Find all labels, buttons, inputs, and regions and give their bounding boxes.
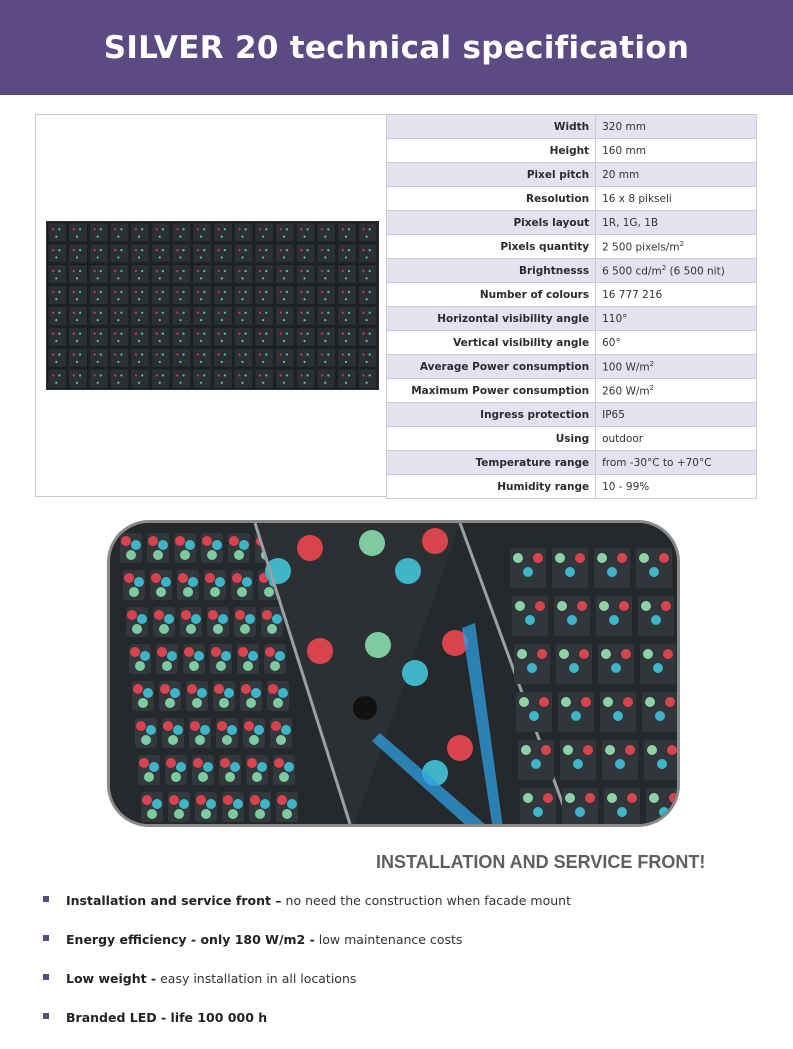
- spec-value: 6 500 $cd/m^2$ (6 500 nit): [596, 259, 757, 283]
- square-bullet-icon: [43, 935, 49, 941]
- feature-item: [43, 1010, 763, 1049]
- spec-row: [387, 163, 757, 187]
- spec-row: [387, 259, 757, 283]
- feature-text: Installation and service front – no need the construction when facade mount: [66, 893, 571, 908]
- spec-label: Temperature range: [387, 451, 596, 475]
- spec-value: 16 x 8 pikseli: [596, 187, 757, 211]
- spec-value: 160 mm: [596, 139, 757, 163]
- spec-value: 110°: [596, 307, 757, 331]
- square-bullet-icon: [43, 896, 49, 902]
- spec-value: from -30°C to +70°C: [596, 451, 757, 475]
- led-closeup-photo: [107, 520, 680, 827]
- spec-label: Pixels layout: [387, 211, 596, 235]
- spec-table: [386, 115, 757, 499]
- page-title: SILVER 20 technical specification: [103, 29, 690, 66]
- spec-label: Brightnesss: [387, 259, 596, 283]
- spec-row: [387, 331, 757, 355]
- spec-row: [387, 403, 757, 427]
- feature-list: [43, 893, 763, 1049]
- page-header: [0, 0, 793, 95]
- spec-label: Horizontal visibility angle: [387, 307, 596, 331]
- feature-text: Low weight - easy installation in all locations: [66, 971, 357, 986]
- spec-label: Vertical visibility angle: [387, 331, 596, 355]
- spec-row: [387, 451, 757, 475]
- spec-label: Humidity range: [387, 475, 596, 499]
- spec-label: Using: [387, 427, 596, 451]
- feature-item: [43, 971, 763, 1010]
- spec-value: 10 - 99%: [596, 475, 757, 499]
- spec-label: Maximum Power consumption: [387, 379, 596, 403]
- spec-row: [387, 139, 757, 163]
- spec-label: Average Power consumption: [387, 355, 596, 379]
- spec-value: 100 $W/m^2$: [596, 355, 757, 379]
- spec-label: Height: [387, 139, 596, 163]
- square-bullet-icon: [43, 1013, 49, 1019]
- spec-label: Resolution: [387, 187, 596, 211]
- spec-row: [387, 283, 757, 307]
- spec-row: [387, 187, 757, 211]
- led-module-image: [46, 221, 379, 390]
- feature-item: [43, 893, 763, 932]
- spec-value: 60°: [596, 331, 757, 355]
- installation-title: INSTALLATION AND SERVICE FRONT!: [376, 852, 706, 872]
- spec-row: [387, 235, 757, 259]
- spec-label: Pixels quantity: [387, 235, 596, 259]
- spec-label: Number of colours: [387, 283, 596, 307]
- spec-value: IP65: [596, 403, 757, 427]
- spec-row: [387, 307, 757, 331]
- spec-label: Ingress protection: [387, 403, 596, 427]
- spec-value: 16 777 216: [596, 283, 757, 307]
- spec-value: outdoor: [596, 427, 757, 451]
- spec-value: 320 mm: [596, 115, 757, 139]
- spec-row: [387, 427, 757, 451]
- feature-text: Energy efficiency - only 180 W/m2 - low maintenance costs: [66, 932, 463, 947]
- spec-row: [387, 355, 757, 379]
- spec-row: [387, 475, 757, 499]
- spec-value: 20 mm: [596, 163, 757, 187]
- spec-label: Pixel pitch: [387, 163, 596, 187]
- spec-value: 260 $W/m^2$: [596, 379, 757, 403]
- spec-label: Width: [387, 115, 596, 139]
- spec-row: [387, 115, 757, 139]
- feature-text: Branded LED - life 100 000 h: [66, 1010, 268, 1025]
- spec-box: [35, 114, 757, 497]
- feature-item: [43, 932, 763, 971]
- spec-row: [387, 211, 757, 235]
- spec-value: 2 500 pixels/$m^2$: [596, 235, 757, 259]
- spec-row: [387, 379, 757, 403]
- spec-value: 1R, 1G, 1B: [596, 211, 757, 235]
- square-bullet-icon: [43, 974, 49, 980]
